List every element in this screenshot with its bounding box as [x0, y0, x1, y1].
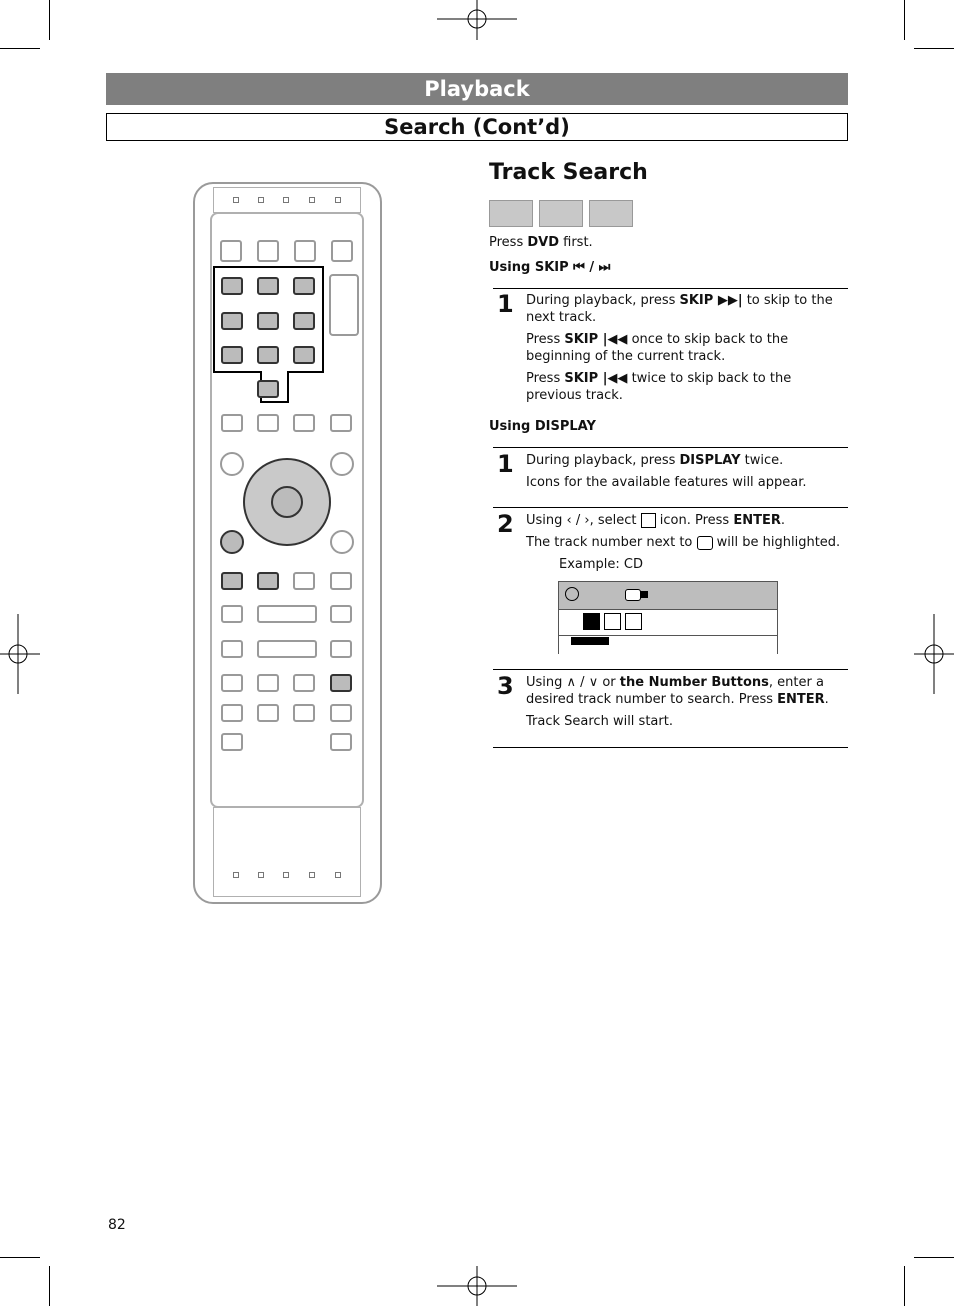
eject-button	[331, 240, 353, 262]
skip-step-text: During playback, press SKIP ▶▶| to skip to the next track. Press SKIP |◀◀ once to skip back to the beginning of the current track. Press SKIP |◀◀ twice to skip back to the previous track.	[526, 293, 833, 403]
chapter-header: Playback	[106, 73, 848, 105]
crop-mark	[49, 1266, 50, 1306]
display-step-1-text: During playback, press DISPLAY twice. Icons for the available features will appear.	[526, 453, 807, 490]
registration-mark-icon	[437, 0, 517, 40]
page-subtitle: Search (Cont’d)	[106, 113, 848, 141]
skip-forward-button	[257, 572, 279, 590]
crop-mark	[914, 48, 954, 49]
crop-mark	[49, 0, 50, 40]
enter-button	[271, 486, 303, 518]
remote-bottom-strip	[213, 807, 361, 897]
intro-text: Press DVD first.	[489, 235, 593, 250]
page-number: 82	[108, 1217, 126, 1233]
registration-mark-icon	[914, 614, 954, 694]
crop-mark	[0, 48, 40, 49]
using-display-heading: Using DISPLAY	[489, 419, 596, 434]
disc-icon	[565, 587, 579, 601]
highlight-bar	[571, 637, 609, 645]
disc-icon	[589, 200, 633, 227]
remote-control-illustration	[193, 182, 380, 902]
crop-mark	[904, 1266, 905, 1306]
track-search-icon	[641, 513, 656, 528]
display-step-3-text: Using ∧ / ∨ or the Number Buttons, enter a desired track number to search. Press ENTER. Track Search will start.	[526, 675, 829, 729]
track-cursor	[640, 591, 648, 598]
audio-icon	[604, 613, 621, 630]
track-number-icon	[625, 589, 641, 601]
registration-mark-icon	[0, 614, 40, 694]
step-number: 2	[497, 510, 514, 538]
repeat-icon	[625, 613, 642, 630]
dvd-disc-icon	[489, 200, 533, 227]
crop-mark	[914, 1257, 954, 1258]
registration-mark-icon	[437, 1266, 517, 1306]
search-icon	[583, 613, 600, 630]
crop-mark	[904, 0, 905, 40]
display-step-2-text: Using ‹ / ›, select icon. Press ENTER. The track number next to will be highlighted. Example: CD	[526, 513, 841, 572]
cd-disc-icon	[539, 200, 583, 227]
display-button	[330, 674, 352, 692]
crop-mark	[0, 1257, 40, 1258]
channel-rocker	[329, 274, 359, 336]
using-skip-heading: Using SKIP ⏮ / ⏭	[489, 260, 611, 275]
step-number: 3	[497, 672, 514, 700]
osd-example	[558, 581, 778, 654]
track-number-icon	[697, 536, 713, 550]
skip-back-button	[221, 572, 243, 590]
section-title: Track Search	[489, 160, 648, 185]
step-number: 1	[497, 290, 514, 318]
step-number: 1	[497, 450, 514, 478]
